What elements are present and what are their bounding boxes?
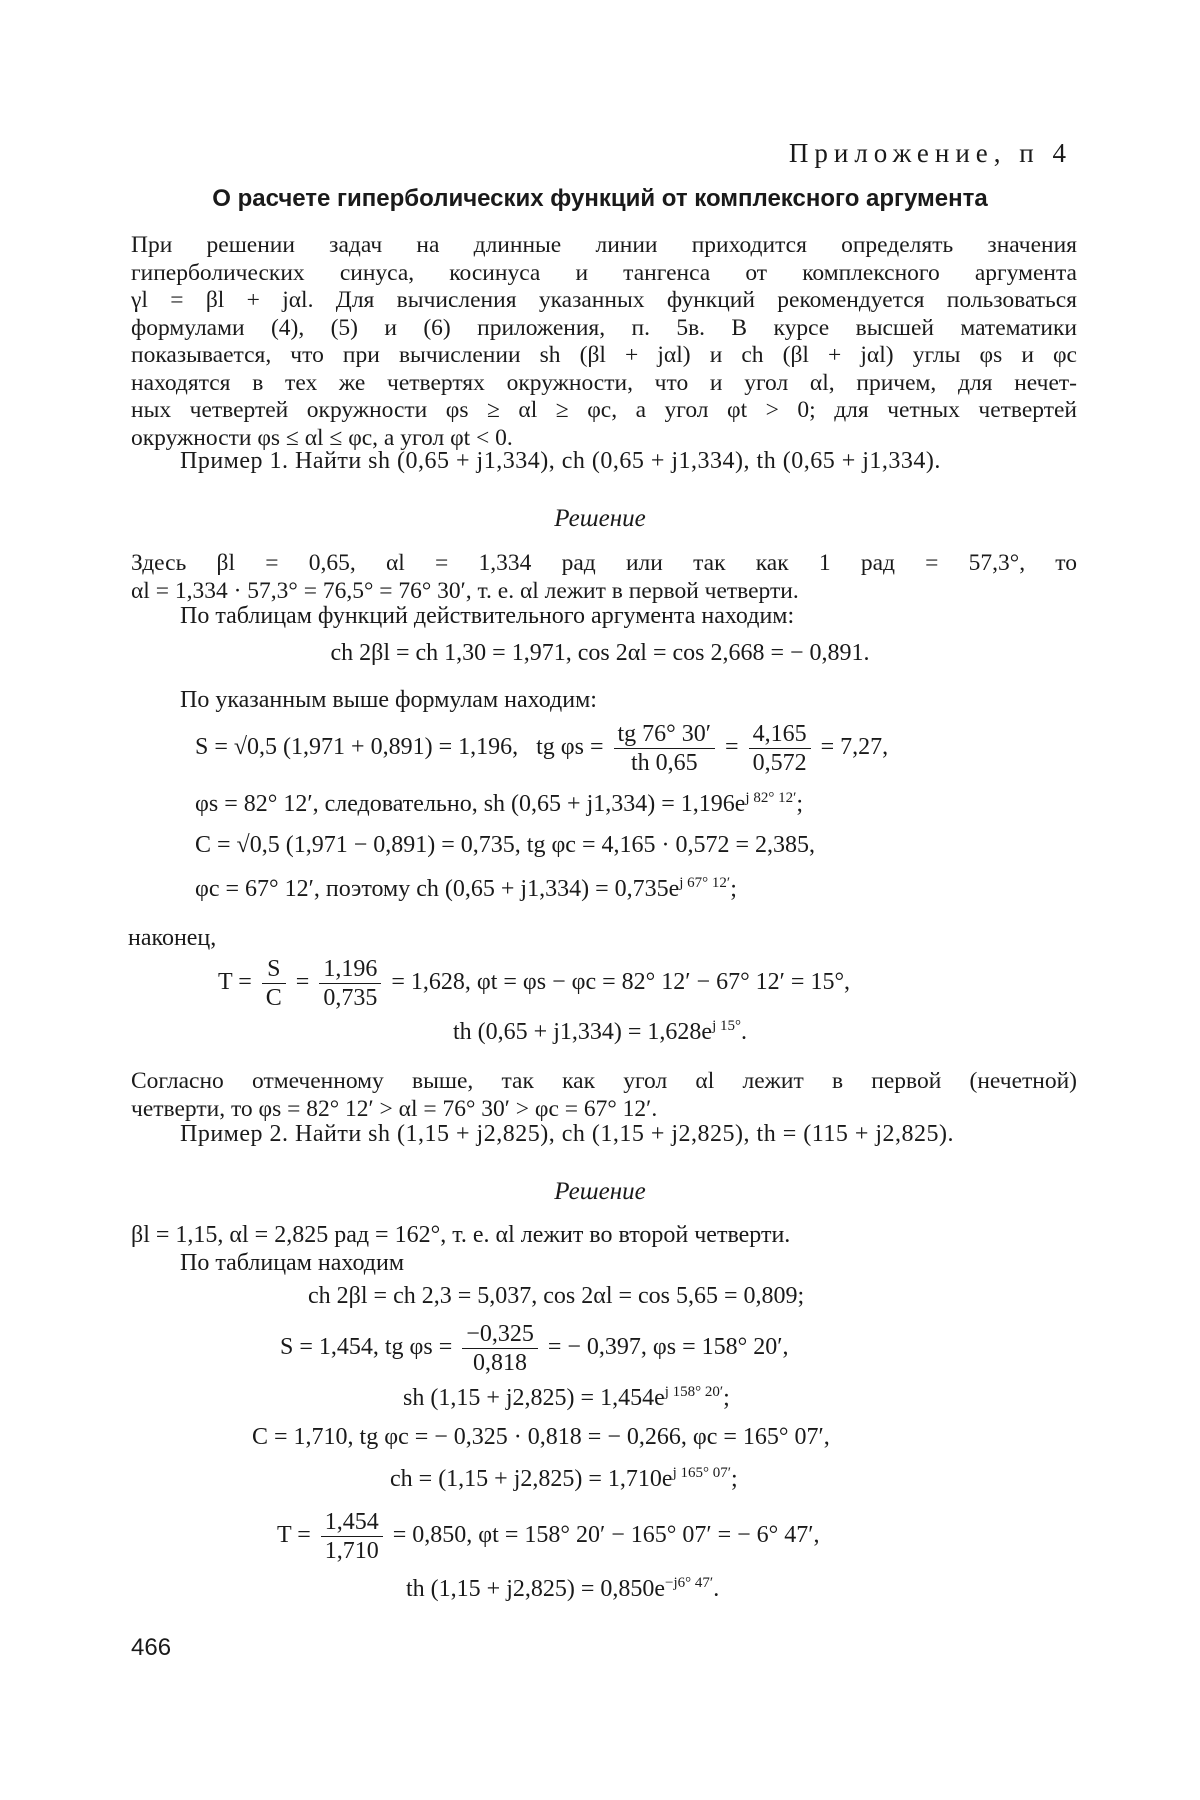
equation-T2-result: = 0,850, φt = 158° 20′ − 165° 07′ = − 6° 47′,	[392, 1522, 820, 1549]
equation-C-1: C = √0,5 (1,971 − 0,891) = 0,735, tg φc = 4,165 · 0,572 = 2,385,	[195, 832, 816, 858]
equation-T-label: T =	[218, 969, 252, 996]
equation-C-2: C = 1,710, tg φc = − 0,325 · 0,818 = − 0,266, φc = 165° 07′,	[252, 1424, 830, 1450]
exponent: j 67° 12′	[679, 875, 731, 891]
equation-ch-2: ch = $(1,15 + j2,825) = 1,710e^{j 165^\circ 07'}$;	[390, 1465, 738, 1492]
solution-2-line-1: βl = 1,15, αl = 2,825 рад = 162°, т. е. αl лежит во второй четверти.	[131, 1222, 791, 1248]
note-line: четверти, то φs = 82° 12′ > αl = 76° 30′ > φc = 67° 12′.	[131, 1095, 658, 1122]
equation-T-result: = 1,628, φt = φs − φc = 82° 12′ − 67° 12′ = 15°,	[391, 969, 851, 996]
fraction-values	[321, 1508, 383, 1565]
solution-1-line: Здесь βl = 0,65, αl = 1,334 рад или так как 1 рад = 57,3°, то	[131, 550, 1077, 576]
fraction-numerator: 4,165	[749, 720, 811, 749]
fraction-tg-over-th	[614, 720, 716, 777]
exponent: j 82° 12′	[745, 790, 797, 806]
intro-line: формулами (4), (5) и (6) приложения, п. 5в. В курсе высшей математики	[131, 314, 1077, 341]
equation-ch-2bl-2: ch 2βl = ch 2,3 = 5,037, cos 2αl = cos 5,65 = 0,809;	[308, 1283, 805, 1309]
intro-line: гиперболических синуса, косинуса и тангенса от комплексного аргумента	[131, 259, 1077, 286]
appendix-label: Приложение, п 4	[788, 138, 1072, 168]
fraction-numerator: 1,454	[321, 1508, 383, 1537]
equation-T2-label: T =	[277, 1522, 311, 1549]
equation-phis-text: φs = 82° 12′, следовательно, sh (0,65 + j1,334) = 1,196e	[195, 791, 746, 817]
equation-ch-2bl: ch 2βl = ch 1,30 = 1,971, cos 2αl = cos 2,668 = − 0,891.	[330, 640, 870, 666]
fraction-numerator: −0,325	[462, 1320, 538, 1349]
equation-S2-result: = − 0,397, φs = 158° 20′,	[547, 1334, 789, 1361]
fraction-denominator: 0,735	[323, 985, 378, 1011]
fraction-denominator: 1,710	[324, 1538, 379, 1564]
section-title: О расчете гиперболических функций от комплексного аргумента	[212, 185, 988, 212]
note-line: Согласно отмеченному выше, так как угол αl лежит в первой (нечетной)	[131, 1068, 1077, 1094]
equation-T-2	[277, 1508, 820, 1565]
intro-line: При решении задач на длинные линии приходится определять значения	[131, 232, 1077, 258]
equation-phic-text: φc = 67° 12′, поэтому ch (0,65 + j1,334) = 0,735e	[195, 876, 680, 902]
solution-2-line-2: По таблицам находим	[180, 1250, 405, 1276]
fraction-values	[462, 1320, 538, 1377]
fraction-numerator: tg 76° 30′	[614, 720, 716, 749]
solution-1-heading: Решение	[554, 505, 646, 532]
tables-line: По таблицам функций действительного аргумента находим:	[180, 603, 795, 629]
equation-ch2-text: ch = (1,15 + j2,825) = 1,710e	[390, 1466, 673, 1492]
solution-1-intro	[131, 550, 1077, 605]
exponent: j 165° 07′	[672, 1465, 732, 1481]
fraction-values	[749, 720, 811, 777]
formulas-line: По указанным выше формулам находим:	[180, 687, 597, 713]
finally-word: наконец,	[128, 925, 217, 951]
exponent: −j6° 47′	[665, 1575, 714, 1591]
equation-th2-text: th (1,15 + j2,825) = 0,850e	[406, 1576, 666, 1602]
equation-th-2: th $(1,15 + j2,825) = 0,850e^{-j6^\circ 47'}$.	[406, 1575, 720, 1602]
note-paragraph	[131, 1068, 1077, 1123]
intro-line: γl = βl + jαl. Для вычисления указанных функций рекомендуется пользоваться	[131, 287, 1077, 313]
solution-2-heading: Решение	[554, 1178, 646, 1205]
equation-S-2	[280, 1320, 788, 1377]
equation-th-1: th $(0,65 + j1,334) = 1,628e^{j 15^\circ}$.	[453, 1018, 747, 1045]
exponent: j 158° 20′	[664, 1384, 724, 1400]
equation-S-value: S = √0,5 (1,971 + 0,891) = 1,196,	[195, 734, 519, 761]
example-2-statement: Пример 2. Найти sh (1,15 + j2,825), ch (1,15 + j2,825), th = (115 + j2,825).	[180, 1121, 955, 1147]
fraction-denominator: C	[265, 985, 282, 1011]
equation-sh2-text: sh (1,15 + j2,825) = 1,454e	[403, 1385, 665, 1411]
exponent: j 15°	[712, 1018, 741, 1034]
equation-T-1: T = $\frac{S}{C}$ = $\frac{1,196}{0,735}$ = 1,628, φt = φs − φc = 82° 12′ − 67° 12′ = 15°,	[218, 956, 851, 1011]
equation-phis: φs = 82° 12′, следовательно, sh $(0,65 + j1,334) = 1,196e^{j 82^\circ 12'}$;	[195, 790, 804, 817]
intro-line: показывается, что при вычислении sh (βl + jαl) и ch (βl + jαl) углы φs и φc	[131, 342, 1077, 368]
equation-tg-phis-label: tg φs =	[536, 734, 604, 761]
equation-S-1: S = √0,5 (1,971 + 0,891) = 1,196, tg φs = $\frac{tg 76^\circ 30'}{th 0,65}$ = $\frac{4,165}{0,572}$ = 7,27,	[195, 721, 889, 776]
fraction-denominator: 0,572	[752, 750, 807, 776]
page-number: 466	[131, 1634, 172, 1661]
intro-paragraph	[131, 232, 1077, 452]
example-1-statement: Пример 1. Найти sh (0,65 + j1,334), ch (0,65 + j1,334), th (0,65 + j1,334).	[180, 448, 941, 474]
fraction-denominator: th 0,65	[630, 750, 698, 776]
equation-phic: φc = 67° 12′, поэтому ch $(0,65 + j1,334) = 0,735e^{j 67^\circ 12'}$;	[195, 875, 737, 902]
intro-line: находятся в тех же четвертях окружности, что и угол αl, причем, для нечет-	[131, 369, 1077, 396]
equation-S2-label: S = 1,454, tg φs =	[280, 1334, 453, 1361]
intro-line: окружности φs ≤ αl ≤ φc, а угол φt < 0.	[131, 424, 513, 451]
fraction-numerator: S	[262, 955, 286, 984]
equation-sh-2: sh $(1,15 + j2,825) = 1,454e^{j 158^\circ 20'}$;	[403, 1384, 730, 1411]
solution-1-line: αl = 1,334 · 57,3° = 76,5° = 76° 30′, т. е. αl лежит в первой четверти.	[131, 577, 799, 604]
fraction-values	[319, 955, 381, 1012]
fraction-S-over-C	[262, 955, 286, 1012]
fraction-numerator: 1,196	[319, 955, 381, 984]
intro-line: ных четвертей окружности φs ≥ αl ≥ φc, а угол φt > 0; для четных четвертей	[131, 397, 1077, 423]
fraction-denominator: 0,818	[473, 1350, 528, 1376]
equation-tg-phis-result: = 7,27,	[820, 734, 889, 761]
equation-th-text: th (0,65 + j1,334) = 1,628e	[453, 1019, 713, 1045]
